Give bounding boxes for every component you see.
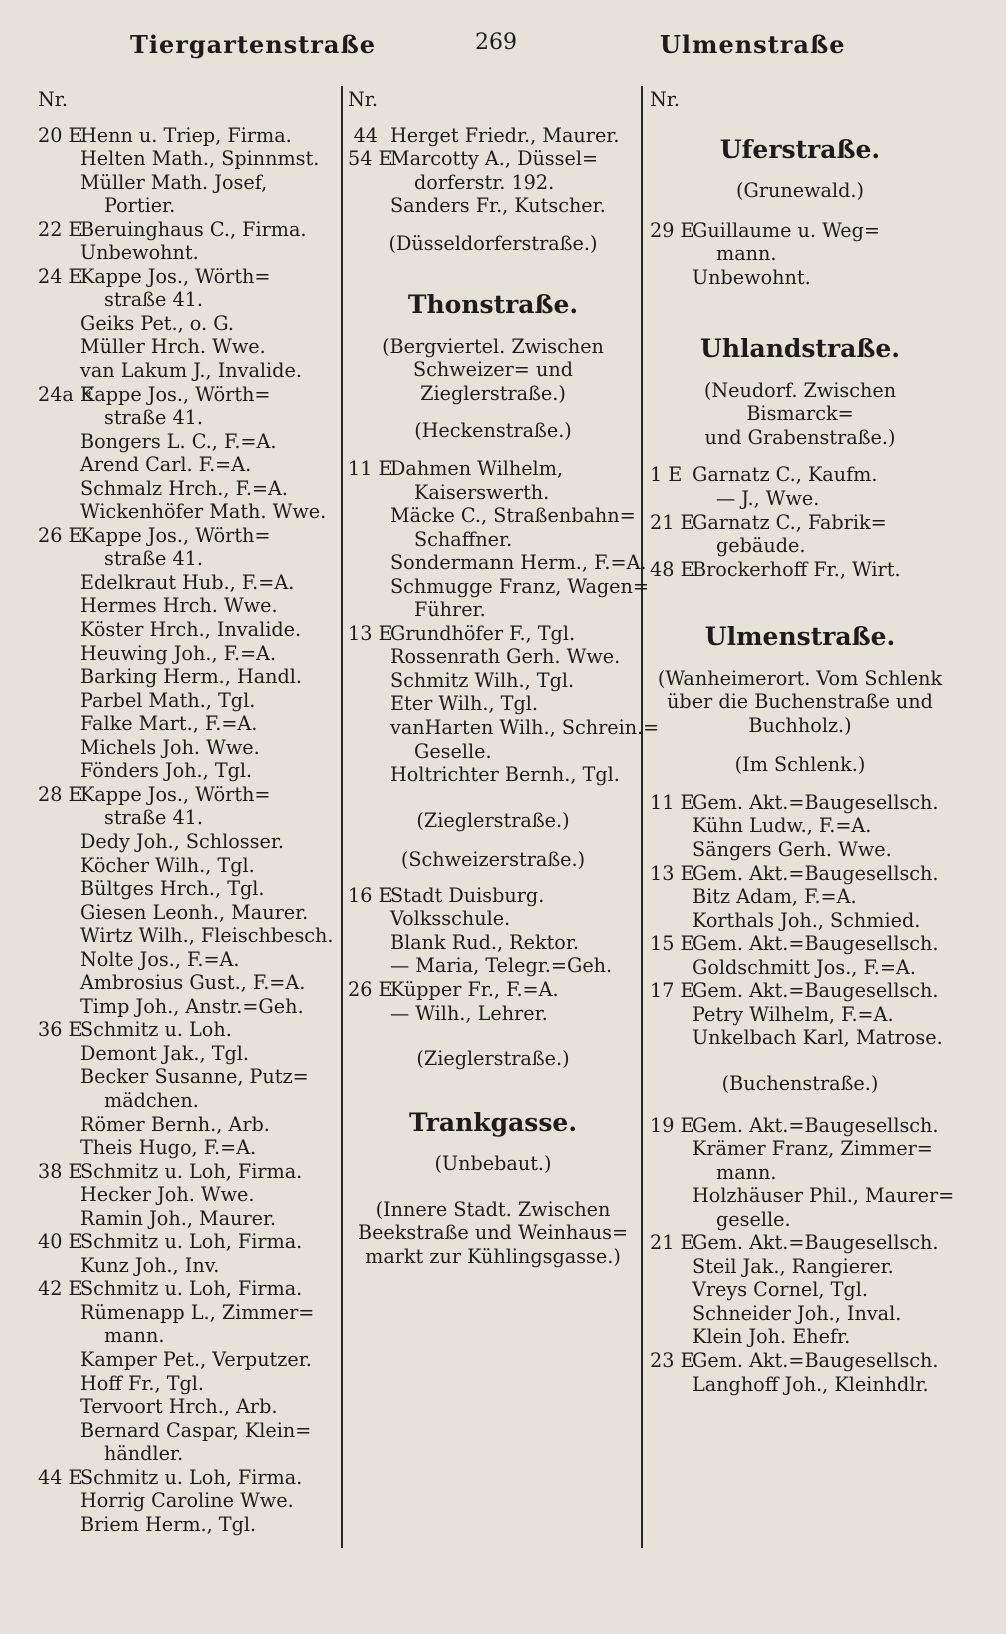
district-note: (Bergviertel. Zwischen [382, 334, 604, 358]
resident: Becker Susanne, Putz= [80, 1065, 309, 1089]
resident: Krämer Franz, Zimmer= [692, 1137, 933, 1161]
house-entry [650, 862, 950, 886]
house-entry [650, 511, 950, 535]
page-header [0, 30, 1006, 70]
resident: Parbel Math., Tgl. [80, 688, 256, 712]
continuation: geselle. [716, 1207, 791, 1231]
resident: Giesen Leonh., Maurer. [80, 900, 309, 924]
continuation: Führer. [414, 598, 486, 622]
resident: Holtrichter Bernh., Tgl. [390, 763, 620, 787]
resident: Köcher Wilh., Tgl. [80, 853, 255, 877]
house-entry [348, 124, 638, 148]
header-right-street: Ulmenstraße [660, 30, 846, 59]
district-note: Beekstraße und Weinhaus= [357, 1221, 629, 1245]
district-note: (Innere Stadt. Zwischen [375, 1197, 611, 1221]
resident: Helten Math., Spinnmst. [80, 147, 320, 171]
resident: Fönders Joh., Tgl. [80, 759, 253, 783]
resident: Hecker Joh. Wwe. [80, 1183, 255, 1207]
resident: Unbewohnt. [692, 265, 811, 289]
resident: Müller Math. Josef, [80, 170, 268, 194]
district-note: (Unbebaut.) [434, 1152, 552, 1176]
district-note: Buchholz.) [748, 713, 852, 737]
house-number: 28 E [38, 782, 83, 806]
resident: Schmitz u. Loh, Firma. [80, 1159, 303, 1183]
house-number: 13 E [650, 861, 695, 885]
resident: Kappe Jos., Wörth= [80, 523, 271, 547]
street-heading: Trankgasse. [408, 1107, 578, 1137]
resident: Gem. Akt.=Baugesellsch. [692, 790, 939, 814]
resident: Geiks Pet., o. G. [80, 311, 234, 335]
house-number: 44 [353, 123, 378, 147]
continuation: Geselle. [414, 739, 492, 763]
house-entry [650, 932, 950, 956]
cross-street: (Zieglerstraße.) [416, 808, 570, 832]
resident: Sängers Gerh. Wwe. [692, 838, 892, 862]
resident: Schmitz Wilh., Tgl. [390, 668, 575, 692]
resident: Arend Carl. F.=A. [80, 453, 252, 477]
resident: Unkelbach Karl, Matrose. [692, 1026, 943, 1050]
street-heading: Uhlandstraße. [700, 334, 900, 364]
resident: Steil Jak., Rangierer. [692, 1254, 894, 1278]
house-entry [38, 1466, 334, 1490]
resident: Schmitz u. Loh, Firma. [80, 1465, 303, 1489]
street-heading: Uferstraße. [719, 134, 881, 164]
street-heading: Thonstraße. [407, 290, 579, 320]
resident: Gem. Akt.=Baugesellsch. [692, 861, 939, 885]
column-3 [650, 88, 955, 1396]
house-number: 17 E [650, 979, 695, 1003]
nr-label: Nr. [348, 88, 378, 111]
continuation: dorferstr. 192. [414, 170, 555, 194]
continuation: Portier. [104, 194, 176, 218]
resident: Hoff Fr., Tgl. [80, 1371, 205, 1395]
cross-street: (Schweizerstraße.) [400, 848, 586, 872]
cross-street: (Buchenstraße.) [721, 1071, 879, 1095]
district-note: (Wanheimerort. Vom Schlenk [657, 666, 943, 690]
house-entry [650, 558, 950, 582]
continuation: gebäude. [716, 534, 806, 558]
resident: Vreys Cornel, Tgl. [692, 1278, 868, 1302]
resident: Holzhäuser Phil., Maurer= [692, 1184, 955, 1208]
house-entry [650, 791, 950, 815]
house-entry [650, 1231, 950, 1255]
house-entry [38, 1230, 334, 1254]
resident: Schmitz u. Loh. [80, 1018, 232, 1042]
district-note: Schweizer= und Zieglerstraße.) [413, 358, 573, 405]
resident: Kappe Jos., Wörth= [80, 264, 271, 288]
resident: Kamper Pet., Verputzer. [80, 1347, 312, 1371]
resident: Bernard Caspar, Klein= [80, 1418, 312, 1442]
resident: Rossenrath Gerh. Wwe. [390, 645, 621, 669]
resident: Marcotty A., Düssel= [390, 147, 599, 171]
resident: Horrig Caroline Wwe. [80, 1489, 294, 1513]
house-number: 19 E [650, 1113, 695, 1137]
continuation: Schaffner. [414, 527, 513, 551]
resident: Eter Wilh., Tgl. [390, 692, 538, 716]
continuation: straße 41. [104, 288, 203, 312]
house-number: 21 E [650, 510, 695, 534]
house-entry [650, 1114, 950, 1138]
house-entry [38, 1277, 334, 1301]
house-entry [650, 979, 950, 1003]
house-number: 15 E [650, 932, 695, 956]
resident: Timp Joh., Anstr.=Geh. [80, 994, 304, 1018]
resident: Wirtz Wilh., Fleischbesch. [80, 924, 334, 948]
resident: — Maria, Telegr.=Geh. [390, 954, 613, 978]
resident: Rümenapp L., Zimmer= [80, 1300, 315, 1324]
resident: Gem. Akt.=Baugesellsch. [692, 1348, 939, 1372]
resident: Schmalz Hrch., F.=A. [80, 476, 288, 500]
house-number: 11 E [650, 790, 695, 814]
house-entry [38, 1018, 334, 1042]
resident: Sanders Fr., Kutscher. [390, 194, 606, 218]
cross-street: (Zieglerstraße.) [416, 1047, 570, 1071]
house-number: 36 E [38, 1018, 83, 1042]
resident: Henn u. Triep, Firma. [80, 123, 292, 147]
column-divider [341, 86, 343, 1548]
resident: Sondermann Herm., F.=A. [390, 551, 647, 575]
cross-street: (Düsseldorferstraße.) [388, 231, 598, 255]
house-number: 29 E [650, 218, 695, 242]
resident: — Wilh., Lehrer. [390, 1001, 548, 1025]
house-number: 38 E [38, 1159, 83, 1183]
resident: Kunz Joh., Inv. [80, 1253, 220, 1277]
resident: Dedy Joh., Schlosser. [80, 829, 285, 853]
resident: Garnatz C., Fabrik= [692, 510, 887, 534]
resident: Dahmen Wilhelm, [390, 457, 563, 481]
district-note: (Grunewald.) [736, 179, 864, 203]
continuation: straße 41. [104, 547, 203, 571]
resident: Garnatz C., Kaufm. [692, 463, 878, 487]
resident: Unbewohnt. [80, 241, 199, 265]
resident: Schmitz u. Loh, Firma. [80, 1230, 303, 1254]
resident: Blank Rud., Rektor. [390, 930, 579, 954]
resident: Kühn Ludw., F.=A. [692, 814, 872, 838]
house-number: 24 E [38, 264, 83, 288]
cross-street: (Heckenstraße.) [414, 419, 572, 443]
house-entry [348, 622, 638, 646]
resident: Langhoff Joh., Kleinhdlr. [692, 1372, 929, 1396]
house-entry [348, 147, 638, 171]
district-note: über die Buchenstraße und [667, 690, 933, 714]
house-number: 26 E [348, 977, 393, 1001]
house-number: 24a E [38, 382, 94, 406]
resident: Bitz Adam, F.=A. [692, 885, 857, 909]
house-entry [38, 383, 334, 407]
house-number: 22 E [38, 217, 83, 241]
continuation: straße 41. [104, 806, 203, 830]
resident: Goldschmitt Jos., F.=A. [692, 955, 916, 979]
house-number: 20 E [38, 123, 83, 147]
resident: Barking Herm., Handl. [80, 665, 303, 689]
house-entry [348, 978, 638, 1002]
header-left-street: Tiergartenstraße [130, 30, 376, 59]
resident: vanHarten Wilh., Schrein.= [390, 716, 660, 740]
resident: Grundhöfer F., Tgl. [390, 621, 576, 645]
house-entry [650, 1349, 950, 1373]
street-heading: Ulmenstraße. [704, 622, 896, 652]
resident: Nolte Jos., F.=A. [80, 947, 240, 971]
column-1 [38, 88, 334, 1536]
house-number: 42 E [38, 1277, 83, 1301]
house-number: 1 E [650, 463, 683, 487]
resident: Falke Mart., F.=A. [80, 712, 258, 736]
resident: Ambrosius Gust., F.=A. [80, 971, 306, 995]
house-entry [650, 219, 950, 243]
house-number: 44 E [38, 1465, 83, 1489]
resident: Küpper Fr., F.=A. [390, 977, 559, 1001]
house-entry [38, 524, 334, 548]
resident: Schmitz u. Loh, Firma. [80, 1277, 303, 1301]
house-entry [38, 265, 334, 289]
resident: — J., Wwe. [716, 487, 820, 511]
nr-label: Nr. [38, 88, 68, 111]
resident: Ramin Joh., Maurer. [80, 1206, 277, 1230]
house-entry [348, 457, 638, 481]
nr-label: Nr. [650, 88, 680, 111]
resident: Brockerhoff Fr., Wirt. [692, 557, 901, 581]
resident: van Lakum J., Invalide. [80, 359, 302, 383]
resident: Köster Hrch., Invalide. [80, 618, 302, 642]
page-number: 269 [475, 30, 517, 55]
resident: Briem Herm., Tgl. [80, 1512, 257, 1536]
resident: Schneider Joh., Inval. [692, 1301, 902, 1325]
house-entry [38, 783, 334, 807]
resident: Klein Joh. Ehefr. [692, 1325, 851, 1349]
resident: Gem. Akt.=Baugesellsch. [692, 1113, 939, 1137]
house-entry [38, 124, 334, 148]
resident: Petry Wilhelm, F.=A. [692, 1002, 894, 1026]
resident: Stadt Duisburg. [390, 883, 545, 907]
resident: Kappe Jos., Wörth= [80, 382, 271, 406]
house-number: 26 E [38, 523, 83, 547]
resident: Edelkraut Hub., F.=A. [80, 570, 295, 594]
house-number: 11 E [348, 457, 393, 481]
column-divider [641, 86, 643, 1548]
resident: Hermes Hrch. Wwe. [80, 594, 278, 618]
house-number: 16 E [348, 883, 393, 907]
house-number: 13 E [348, 621, 393, 645]
resident: Herget Friedr., Maurer. [390, 123, 620, 147]
resident: Korthals Joh., Schmied. [692, 908, 921, 932]
house-number: 23 E [650, 1348, 695, 1372]
continuation: mann. [716, 1160, 777, 1184]
resident: Wickenhöfer Math. Wwe. [80, 500, 327, 524]
house-entry [38, 218, 334, 242]
house-number: 21 E [650, 1231, 695, 1255]
resident: Theis Hugo, F.=A. [80, 1136, 257, 1160]
resident: Gem. Akt.=Baugesellsch. [692, 932, 939, 956]
continuation: händler. [104, 1442, 184, 1466]
house-number: 40 E [38, 1230, 83, 1254]
resident: Kappe Jos., Wörth= [80, 782, 271, 806]
resident: Heuwing Joh., F.=A. [80, 641, 277, 665]
resident: Guillaume u. Weg= [692, 218, 880, 242]
district-note: markt zur Kühlingsgasse.) [365, 1244, 621, 1268]
resident: Bültges Hrch., Tgl. [80, 877, 265, 901]
column-2 [348, 88, 660, 1276]
cross-street: (Im Schlenk.) [734, 753, 866, 777]
resident: Gem. Akt.=Baugesellsch. [692, 979, 939, 1003]
continuation: mann. [104, 1324, 165, 1348]
district-note: (Neudorf. Zwischen Bismarck= [703, 378, 897, 426]
house-entry [348, 884, 638, 908]
continuation: straße 41. [104, 406, 203, 430]
resident: Tervoort Hrch., Arb. [80, 1395, 278, 1419]
resident: Demont Jak., Tgl. [80, 1041, 250, 1065]
continuation: mädchen. [104, 1088, 199, 1112]
resident: Bongers L. C., F.=A. [80, 429, 277, 453]
resident: Schmugge Franz, Wagen= [390, 574, 649, 598]
resident: Mäcke C., Straßenbahn= [390, 504, 636, 528]
resident: Volksschule. [390, 907, 511, 931]
house-number: 48 E [650, 557, 695, 581]
resident: Michels Joh. Wwe. [80, 735, 260, 759]
house-entry [650, 463, 950, 487]
continuation: mann. [716, 242, 777, 266]
district-note: und Grabenstraße.) [704, 425, 896, 449]
resident: Römer Bernh., Arb. [80, 1112, 270, 1136]
resident: Beruinghaus C., Firma. [80, 217, 307, 241]
resident: Müller Hrch. Wwe. [80, 335, 266, 359]
house-number: 54 E [348, 147, 393, 171]
house-entry [38, 1160, 334, 1184]
resident: Gem. Akt.=Baugesellsch. [692, 1231, 939, 1255]
continuation: Kaiserswerth. [414, 480, 550, 504]
